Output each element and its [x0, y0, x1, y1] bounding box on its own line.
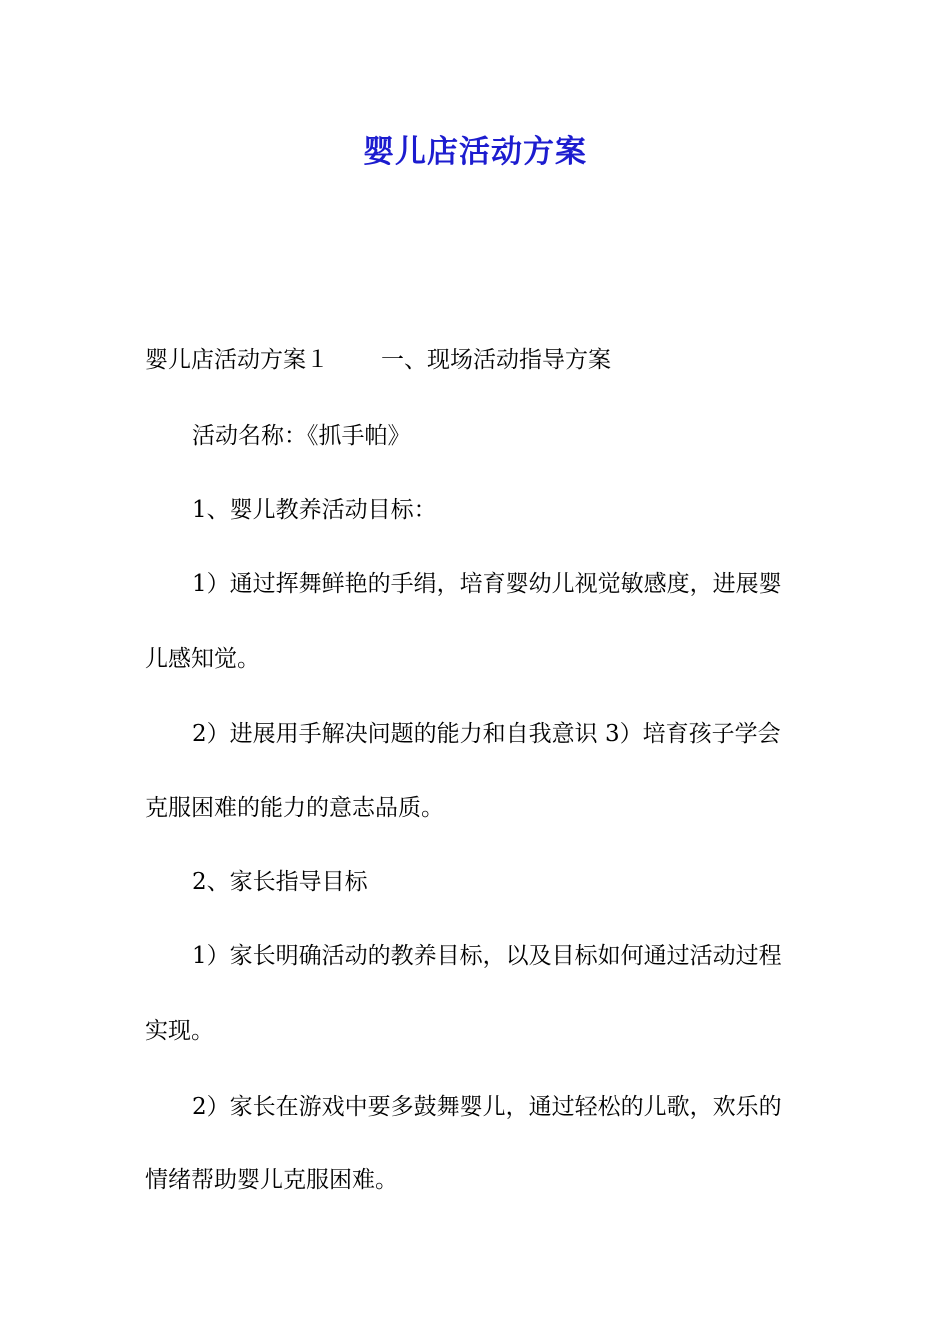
- section-heading-line: [145, 342, 815, 378]
- infant-goals-heading: 1、婴儿教养活动目标：: [192, 497, 437, 523]
- paragraph-line: 1）通过挥舞鲜艳的手绢，培育婴幼儿视觉敏感度，进展婴: [192, 571, 782, 597]
- paragraph-line: 儿感知觉。: [145, 646, 260, 672]
- section-heading: 一、现场活动指导方案: [381, 347, 611, 373]
- paragraph-line: 2）家长在游戏中要多鼓舞婴儿，通过轻松的儿歌，欢乐的: [192, 1094, 782, 1120]
- paragraph-line: 1）家长明确活动的教养目标，以及目标如何通过活动过程: [192, 943, 782, 969]
- paragraph-line: 克服困难的能力的意志品质。: [145, 795, 444, 821]
- parent-goals-heading: 2、家长指导目标: [192, 869, 368, 895]
- paragraph-line: 实现。: [145, 1018, 214, 1044]
- document-title: 婴儿店活动方案: [363, 134, 587, 170]
- paragraph-line: 2）进展用手解决问题的能力和自我意识 3）培育孩子学会: [192, 721, 781, 747]
- activity-name: 活动名称：《抓手帕》: [192, 423, 411, 449]
- plan-label: 婴儿店活动方案１: [145, 347, 329, 373]
- paragraph-line: 情绪帮助婴儿克服困难。: [145, 1167, 398, 1193]
